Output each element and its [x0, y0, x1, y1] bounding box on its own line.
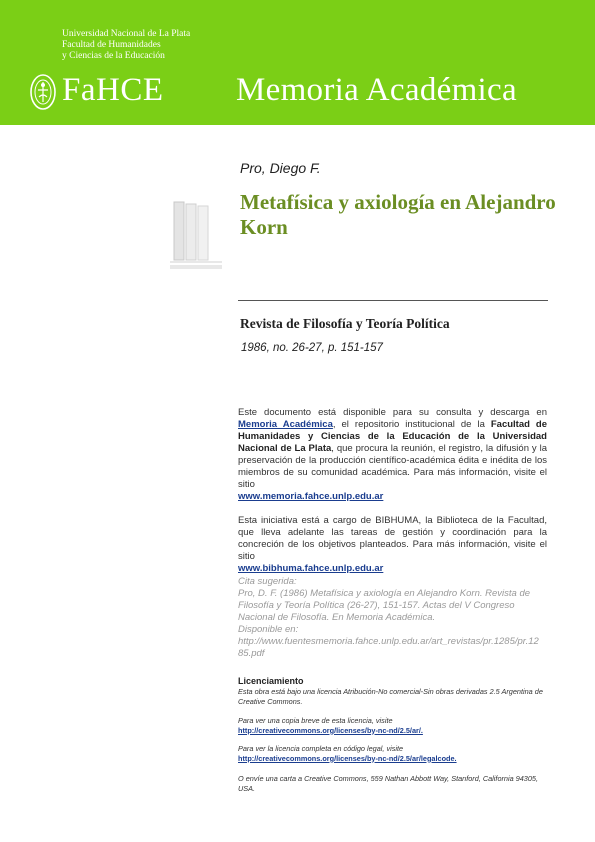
journal-name: Revista de Filosofía y Teoría Política [240, 316, 450, 331]
bibhuma-info-paragraph [238, 515, 547, 575]
license-text: Esta obra está bajo una licencia Atribución-No comercial-Sin obras derivadas 2.5 Argentina de Creative Commons. [238, 687, 543, 706]
license-heading: Licenciamiento [238, 676, 304, 686]
citation-url[interactable]: http://www.fuentesmemoria.fahce.unlp.edu.ar/art_revistas/pr.1285/pr.1285.pdf [238, 636, 539, 659]
license-brief-label: Para ver una copia breve de esta licencia, visite [238, 716, 393, 725]
university-name [62, 29, 190, 62]
citation-details: 1986, no. 26-27, p. 151-157 [241, 342, 383, 354]
license-full-link[interactable]: http://creativecommons.org/licenses/by-nc-nd/2.5/ar/legalcode. [238, 753, 457, 763]
university-seal-icon [29, 73, 57, 111]
info-text: Este documento está disponible para su consulta y descarga en [238, 407, 547, 418]
info-text: Esta iniciativa está a cargo de BIBHUMA, la Biblioteca de la Facultad, que lleva adelante las tareas de gestión y coordinación para la concreción de los objetivos planteados. Para más información, visite el sitio [238, 515, 547, 562]
suggested-citation [238, 576, 543, 660]
available-label: Disponible en: [238, 624, 299, 635]
license-brief-link[interactable]: http://creativecommons.org/licenses/by-nc-nd/2.5/ar/. [238, 725, 423, 735]
header-banner [0, 0, 595, 125]
institution-name: Facultad de Humanidades y Ciencias de la Educación de la Universidad Nacional de La Plata [238, 419, 548, 454]
author-name: Pro, Diego F. [240, 160, 321, 176]
books-logo-icon [168, 198, 224, 272]
bibhuma-website-link[interactable]: www.bibhuma.fahce.unlp.edu.ar [238, 563, 384, 574]
citation-text: Pro, D. F. (1986) Metafísica y axiología en Alejandro Korn. Revista de Filosofía y Teoría Política (26-27), 151-157. Actas del V Congreso Nacional de Filosofía. En Memoria Académica. [238, 588, 531, 623]
document-title: Metafísica y axiología en Alejandro Korn [240, 190, 556, 239]
license-mail: O envíe una carta a Creative Commons, 559 Nathan Abbott Way, Stanford, California 94305, USA. [238, 774, 539, 793]
memoria-academica-link[interactable]: Memoria Académica [238, 419, 333, 430]
divider [238, 300, 548, 301]
faculty-line-1: Facultad de Humanidades [62, 40, 161, 50]
repository-info-paragraph [238, 407, 547, 503]
license-full-label: Para ver la licencia completa en código legal, visite [238, 744, 404, 753]
info-text: , el repositorio institucional de la [332, 419, 491, 430]
citation-label: Cita sugerida: [238, 576, 297, 587]
memoria-website-link[interactable]: www.memoria.fahce.unlp.edu.ar [238, 491, 384, 502]
license-brief [238, 716, 548, 735]
repository-title[interactable]: Memoria Académica [236, 72, 517, 108]
university-line: Universidad Nacional de La Plata [62, 29, 191, 39]
info-text: , que procura la reunión, el registro, la difusión y la preservación de la producción científico-académica édita e inédita de los miembros de su comunidad académica. Para más información, visite el sitio [238, 443, 547, 490]
fahce-logo-text[interactable]: FaHCE [62, 72, 164, 108]
faculty-line-2: y Ciencias de la Educación [62, 51, 165, 61]
license-full [238, 744, 548, 763]
